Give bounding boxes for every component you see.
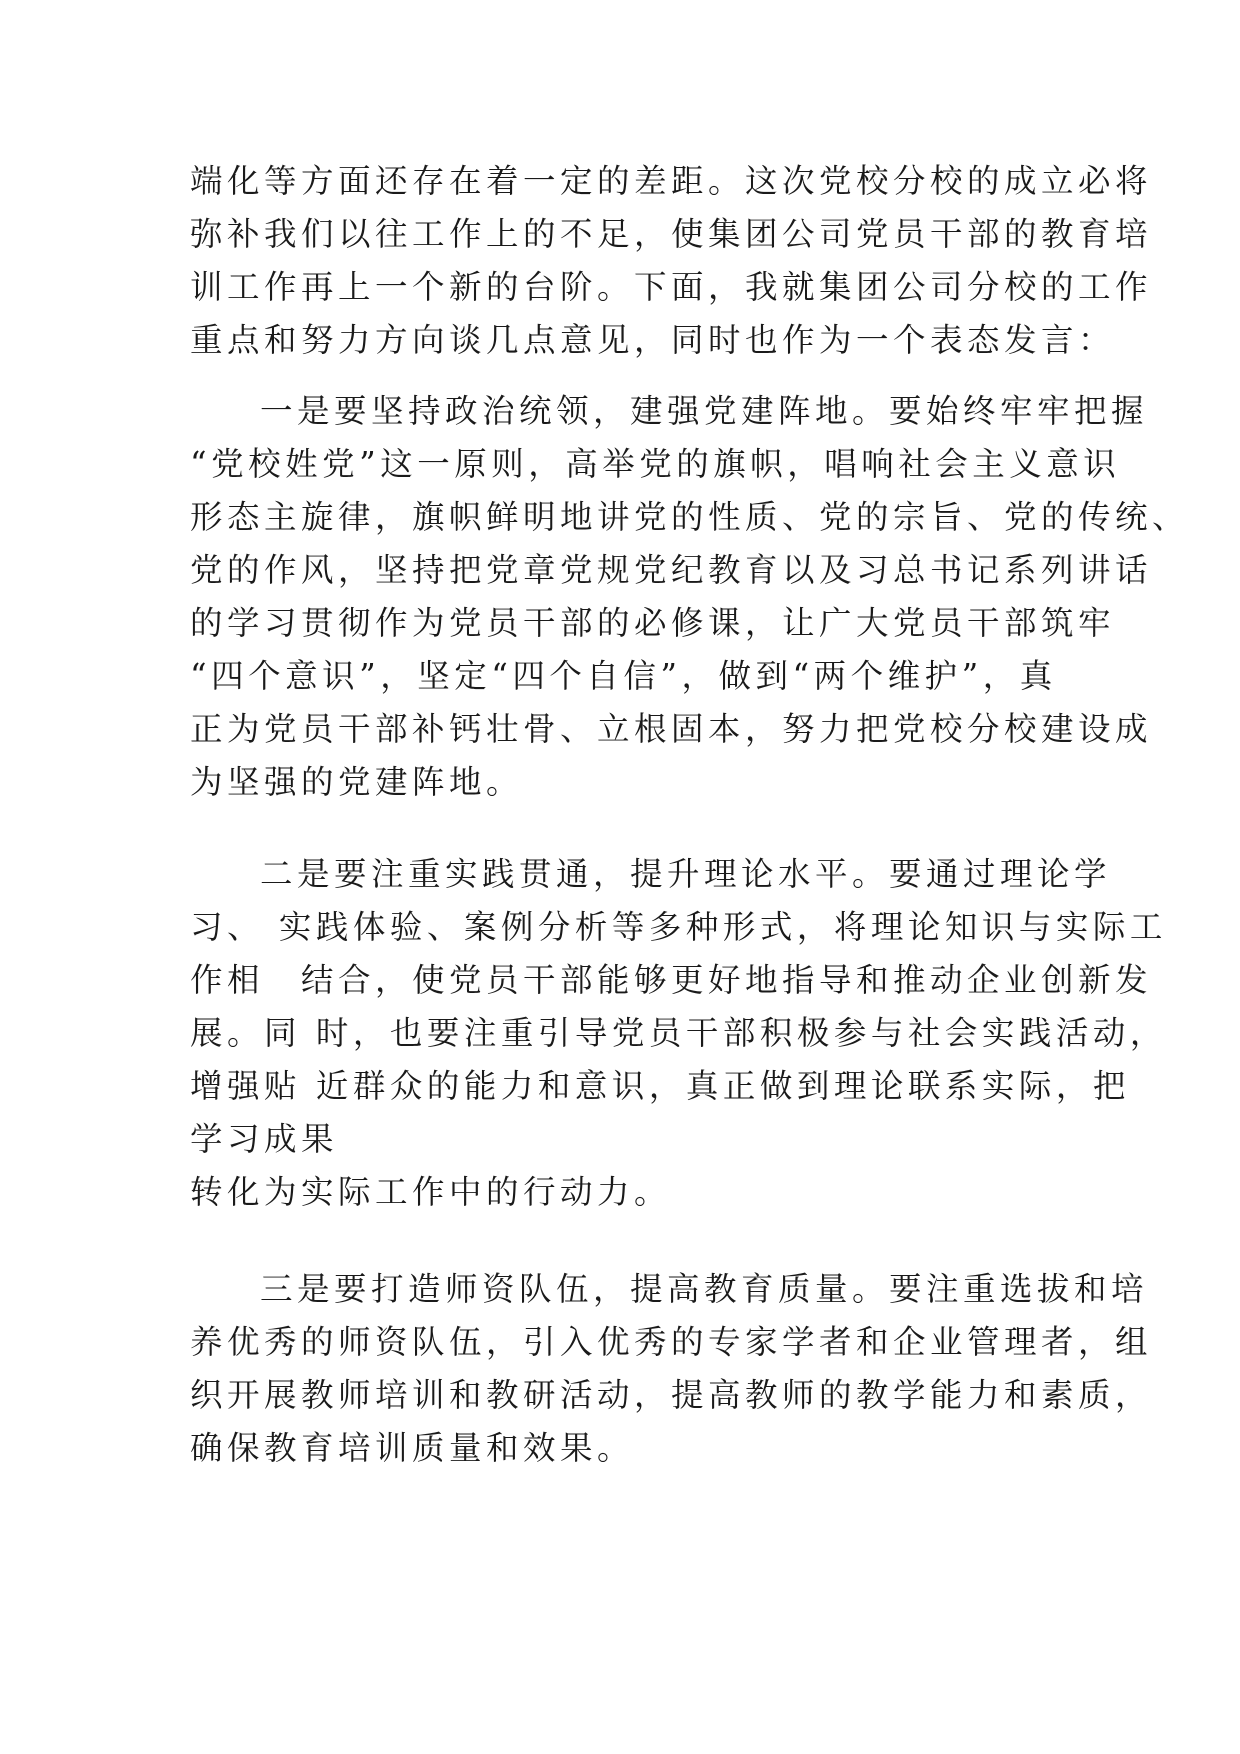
text-line: 端化等方面还存在着一定的差距。这次党校分校的成立必将 [190, 162, 1153, 200]
text-line: 弥补我们以往工作上的不足，使集团公司党员干部的教育培 [190, 215, 1153, 253]
text-line: 为坚强的党建阵地。 [190, 763, 524, 801]
paragraph-two [190, 848, 1167, 1219]
paragraph-one [190, 385, 1190, 809]
text-line: 三是要打造师资队伍，提高教育质量。要注重选拔和培 [260, 1270, 1149, 1308]
text-line: 学习成果 [190, 1120, 339, 1158]
paragraph-intro [190, 155, 1153, 367]
text-line: 形态主旋律，旗帜鲜明地讲党的性质、党的宗旨、党的传统、 [190, 498, 1190, 536]
text-line: 训工作再上一个新的台阶。下面，我就集团公司分校的工作 [190, 268, 1153, 306]
text-line: 转化为实际工作中的行动力。 [190, 1173, 672, 1211]
text-line: 习、 实践体验、案例分析等多种形式，将理论知识与实际工 [190, 908, 1167, 946]
text-line: 二是要注重实践贯通，提升理论水平。要通过理论学 [260, 855, 1112, 893]
text-line: 展。同 时，也要注重引导党员干部积极参与社会实践活动， [190, 1014, 1167, 1052]
text-line: 重点和努力方向谈几点意见，同时也作为一个表态发言： [190, 321, 1116, 359]
text-line: 确保教育培训质量和效果。 [190, 1429, 635, 1467]
text-line: 增强贴 近群众的能力和意识，真正做到理论联系实际，把 [190, 1067, 1130, 1105]
text-line: 的学习贯彻作为党员干部的必修课，让广大党员干部筑牢 [190, 604, 1116, 642]
text-line: 养优秀的师资队伍，引入优秀的专家学者和企业管理者，组 [190, 1323, 1153, 1361]
text-line: 织开展教师培训和教研活动，提高教师的教学能力和素质， [190, 1376, 1153, 1414]
text-line: “党校姓党”这一原则，高举党的旗帜，唱响社会主义意识 [190, 445, 1121, 483]
text-line: 作相 结合，使党员干部能够更好地指导和推动企业创新发 [190, 961, 1153, 999]
text-line: “四个意识”，坚定“四个自信”，做到“两个维护”，真 [190, 657, 1057, 695]
text-line: 党的作风，坚持把党章党规党纪教育以及习总书记系列讲话 [190, 551, 1153, 589]
paragraph-three [190, 1263, 1153, 1475]
text-line: 正为党员干部补钙壮骨、立根固本，努力把党校分校建设成 [190, 710, 1153, 748]
text-line: 一是要坚持政治统领，建强党建阵地。要始终牢牢把握 [260, 392, 1149, 430]
